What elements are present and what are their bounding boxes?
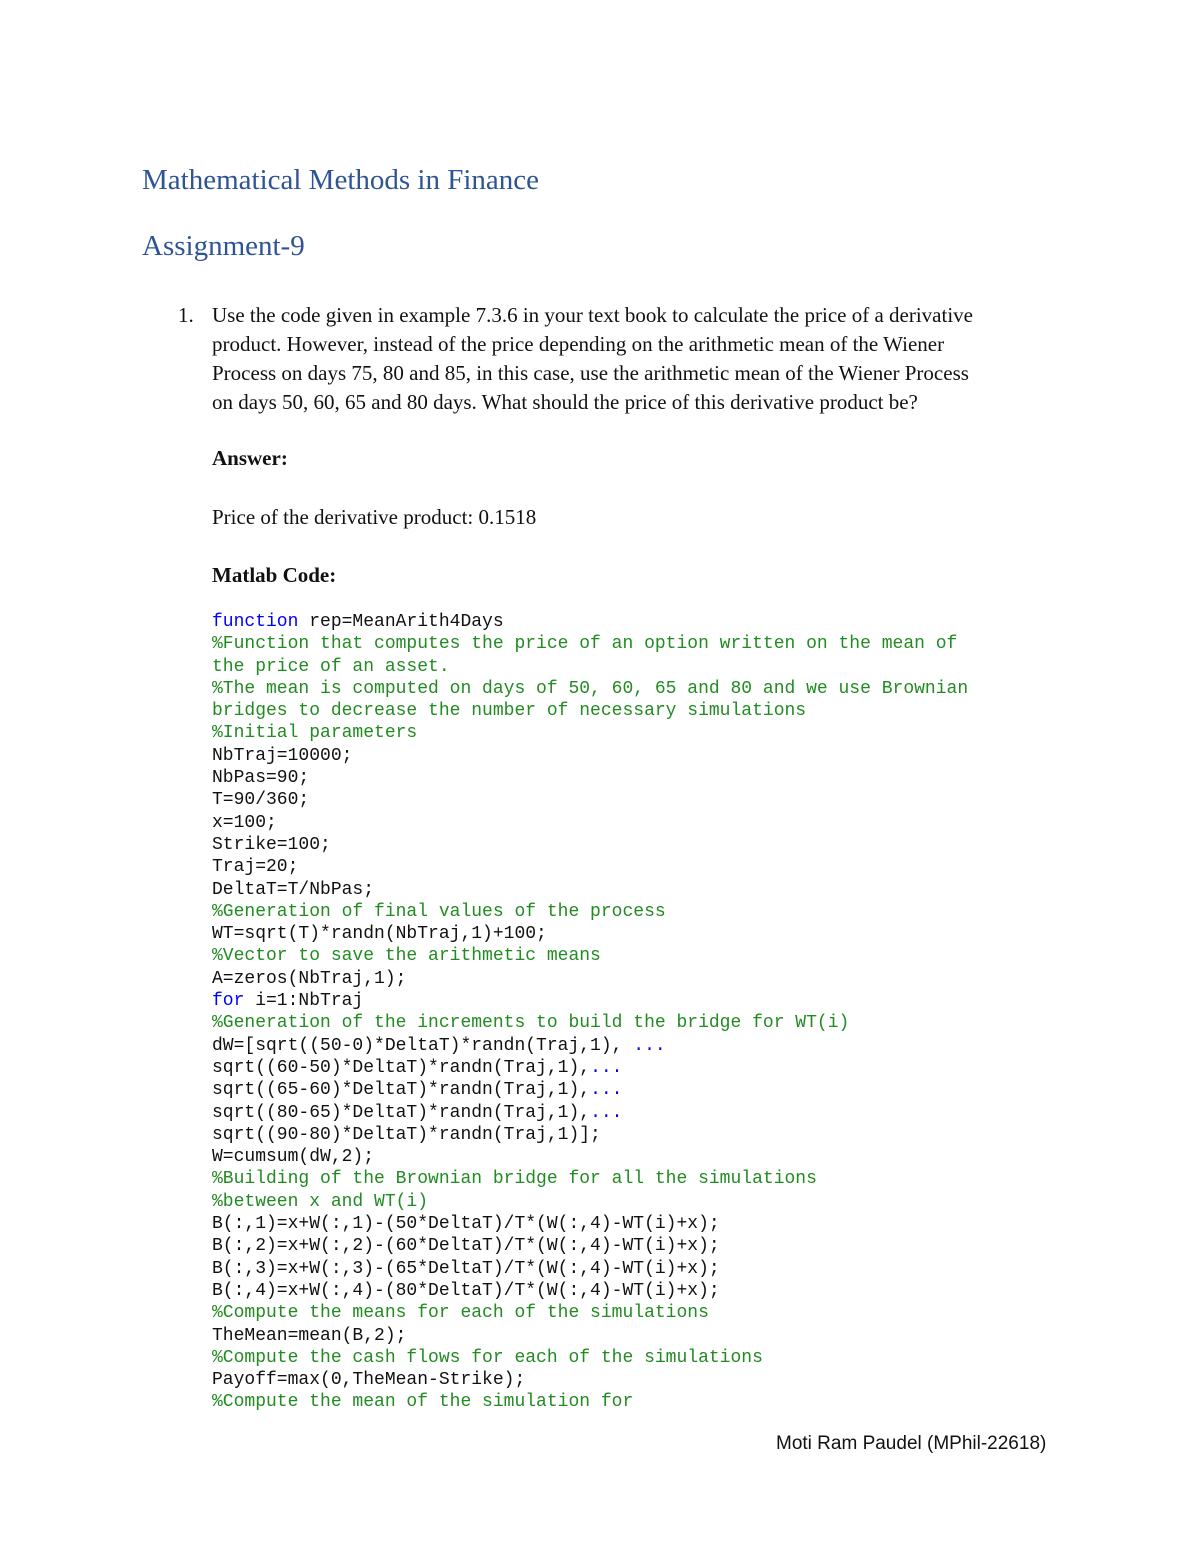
question-line: Process on days 75, 80 and 85, in this case, use the arithmetic mean of the Wiener Process [212,361,969,385]
question-text [212,301,1072,417]
code-text: NbTraj=10000; [212,745,353,766]
code-line [212,767,968,789]
code-line [212,700,968,722]
code-line [212,789,968,811]
code-line [212,1124,968,1146]
code-line [212,1191,968,1213]
code-text: sqrt((65-60)*DeltaT)*randn(Traj,1), [212,1080,591,1101]
code-line [212,656,968,678]
code-continuation: ... [590,1057,623,1078]
code-line [212,1012,968,1034]
code-line [212,812,968,834]
code-line [212,1280,968,1302]
code-line [212,923,968,945]
code-line [212,901,968,923]
code-line [212,990,968,1012]
code-line [212,1035,968,1057]
code-text: dW=[sqrt((50-0)*DeltaT)*randn(Traj,1), [212,1035,634,1056]
code-text: Payoff=max(0,TheMean-Strike); [212,1370,526,1391]
code-line [212,1235,968,1257]
code-line [212,1079,968,1101]
code-keyword: function [212,612,299,632]
document-title: Mathematical Methods in Finance [142,164,540,196]
code-continuation: ... [633,1035,666,1056]
code-line [212,1302,968,1324]
code-line [212,1102,968,1124]
code-comment: %Compute the means for each of the simulations [212,1303,709,1324]
code-text: sqrt((60-50)*DeltaT)*randn(Traj,1), [212,1057,591,1078]
code-continuation: ... [590,1102,623,1123]
question-line: on days 50, 60, 65 and 80 days. What should the price of this derivative product be? [212,390,918,414]
code-text: Strike=100; [212,834,331,855]
code-line [212,722,968,744]
code-comment: the price of an asset. [212,656,450,677]
code-text: A=zeros(NbTraj,1); [212,968,407,989]
code-continuation: ... [590,1080,623,1101]
code-comment: %Generation of final values of the process [212,901,666,922]
code-line [212,1258,968,1280]
code-comment: %between x and WT(i) [212,1191,429,1212]
code-line [212,1168,968,1190]
code-label: Matlab Code: [212,563,337,587]
code-text: B(:,2)=x+W(:,2)-(60*DeltaT)/T*(W(:,4)-WT(i)+x); [212,1236,720,1257]
code-text: NbPas=90; [212,768,310,789]
document-subtitle: Assignment-9 [142,230,305,262]
answer-label: Answer: [212,446,288,470]
code-comment: %The mean is computed on days of 50, 60, 65 and 80 and we use Brownian [212,678,969,699]
question-line: product. However, instead of the price depending on the arithmetic mean of the Wiener [212,332,945,356]
code-text: rep=MeanArith4Days [298,612,504,632]
code-text: B(:,4)=x+W(:,4)-(80*DeltaT)/T*(W(:,4)-WT(i)+x); [212,1280,720,1301]
code-comment: %Function that computes the price of an option written on the mean of [212,634,958,655]
code-text: W=cumsum(dW,2); [212,1147,375,1168]
code-line [212,856,968,878]
code-line [212,834,968,856]
code-line [212,879,968,901]
code-comment: %Building of the Brownian bridge for all the simulations [212,1169,817,1190]
code-comment: %Compute the cash flows for each of the simulations [212,1347,763,1368]
code-line [212,1057,968,1079]
code-text: Traj=20; [212,857,299,878]
code-comment: %Generation of the increments to build the bridge for WT(i) [212,1013,850,1034]
code-line [212,745,968,767]
code-line [212,1146,968,1168]
code-text: B(:,3)=x+W(:,3)-(65*DeltaT)/T*(W(:,4)-WT(i)+x); [212,1258,720,1279]
code-text: i=1:NbTraj [244,991,364,1012]
code-text: sqrt((90-80)*DeltaT)*randn(Traj,1)]; [212,1124,601,1145]
code-comment: %Initial parameters [212,723,418,744]
code-line [212,1347,968,1369]
code-keyword: for [212,991,245,1012]
code-text: WT=sqrt(T)*randn(NbTraj,1)+100; [212,924,547,945]
code-line [212,1325,968,1347]
code-line [212,945,968,967]
code-line [212,611,968,633]
code-text: x=100; [212,812,277,833]
code-text: TheMean=mean(B,2); [212,1325,407,1346]
code-line [212,1213,968,1235]
price-result: Price of the derivative product: 0.1518 [212,505,537,529]
matlab-code-block [212,611,968,1414]
code-line [212,1391,968,1413]
code-line [212,1369,968,1391]
code-text: T=90/360; [212,790,310,811]
code-text: sqrt((80-65)*DeltaT)*randn(Traj,1), [212,1102,591,1123]
code-comment: %Compute the mean of the simulation for [212,1392,634,1413]
question-line: Use the code given in example 7.3.6 in your text book to calculate the price of a derivative [212,303,973,327]
code-line [212,633,968,655]
question-number: 1. [178,303,194,327]
code-line [212,968,968,990]
code-text: B(:,1)=x+W(:,1)-(50*DeltaT)/T*(W(:,4)-WT(i)+x); [212,1214,720,1235]
code-text: DeltaT=T/NbPas; [212,879,375,900]
code-comment: %Vector to save the arithmetic means [212,946,601,967]
code-comment: bridges to decrease the number of necessary simulations [212,701,807,722]
code-line [212,678,968,700]
footer-author: Moti Ram Paudel (MPhil-22618) [776,1433,1047,1454]
